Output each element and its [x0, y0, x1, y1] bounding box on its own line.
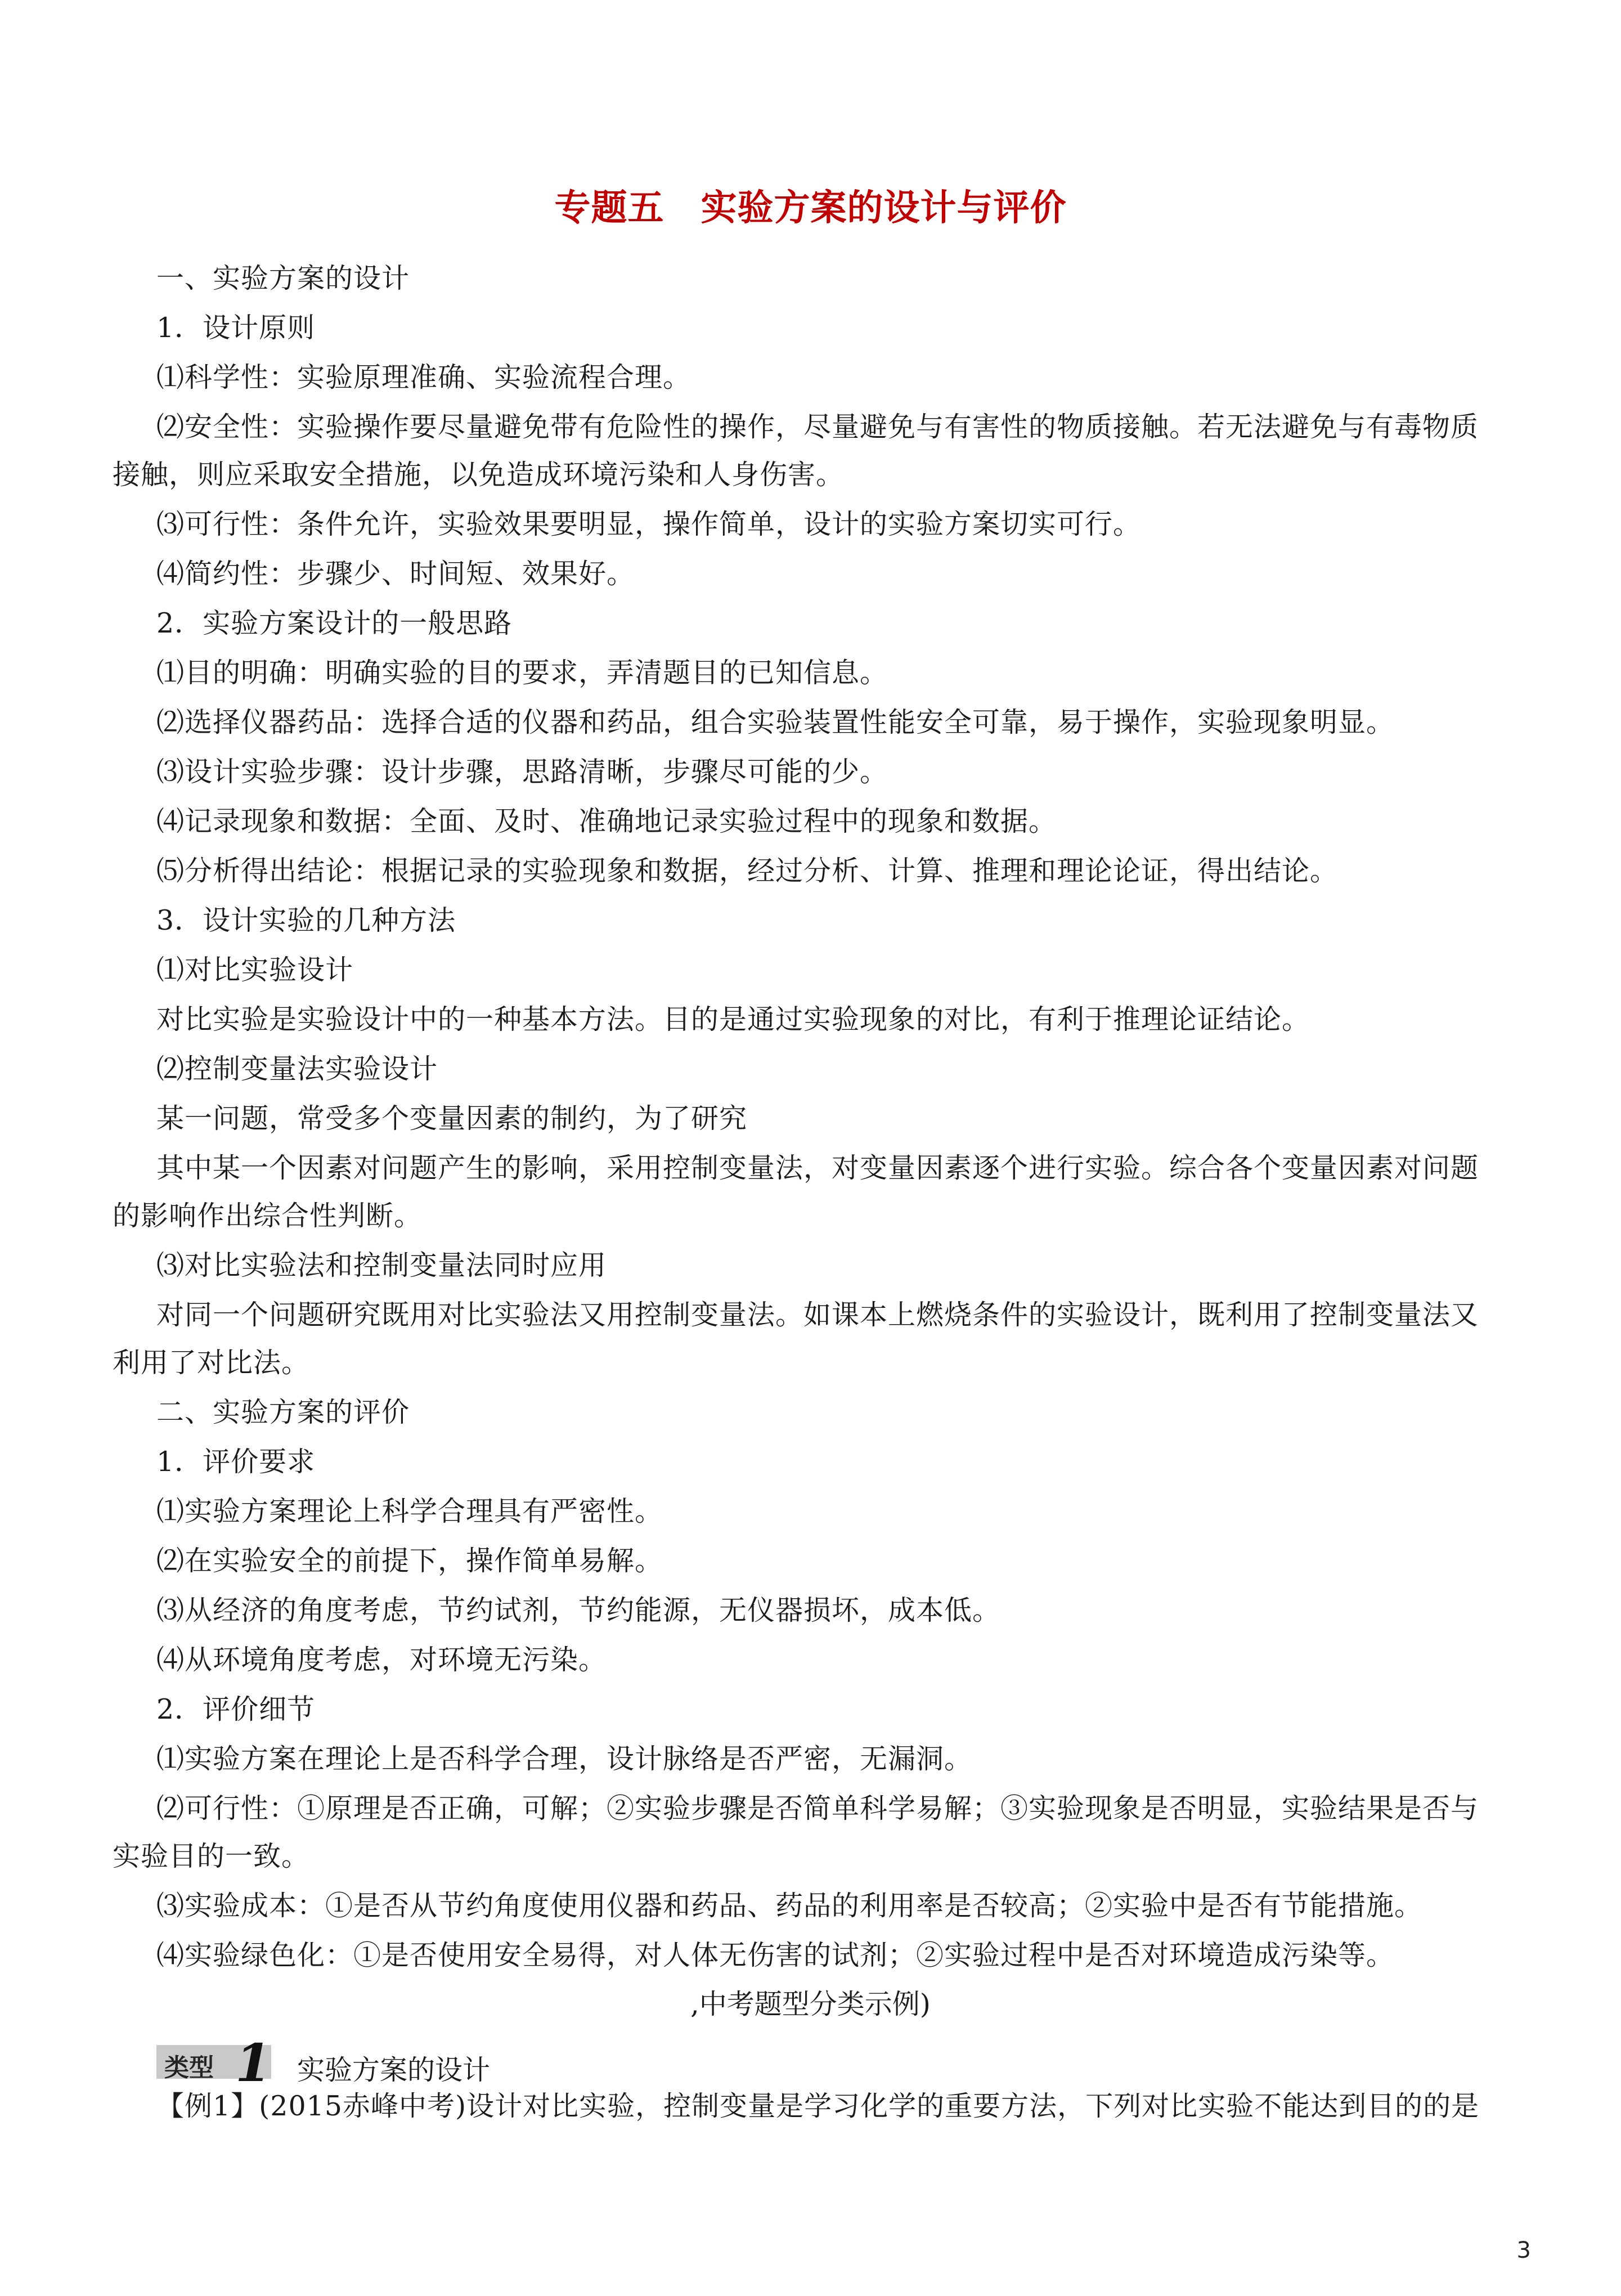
text-line: ⑵安全性：实验操作要尽量避免带有危险性的操作，尽量避免与有害性的物质接触。若无法避免与有毒物质	[156, 411, 1479, 443]
text-line: ⑷实验绿色化：①是否使用安全易得，对人体无伤害的试剂；②实验过程中是否对环境造成污染等。	[156, 1939, 1395, 1971]
subheading-principles: 1．设计原则	[156, 312, 316, 344]
text-line: ⑵选择仪器药品：选择合适的仪器和药品，组合实验装置性能安全可靠，易于操作，实验现象明显。	[156, 706, 1395, 738]
text-line: ⑸分析得出结论：根据记录的实验现象和数据，经过分析、计算、推理和理论论证，得出结论。	[156, 855, 1339, 887]
text-line: 实验目的一致。	[113, 1840, 310, 1872]
page-title: 专题五 实验方案的设计与评价	[554, 187, 1067, 229]
text-line: 对同一个问题研究既用对比实验法又用控制变量法。如课本上燃烧条件的实验设计，既利用了控制变量法又	[156, 1299, 1479, 1331]
subheading-methods: 3．设计实验的几种方法	[156, 904, 456, 936]
section-heading-design: 一、实验方案的设计	[156, 262, 410, 294]
subheading-details: 2．评价细节	[156, 1693, 316, 1725]
text-line: 对比实验是实验设计中的一种基本方法。目的是通过实验现象的对比，有利于推理论证结论。	[156, 1003, 1310, 1035]
text-line: 利用了对比法。	[113, 1347, 310, 1379]
text-line: ⑴科学性：实验原理准确、实验流程合理。	[156, 361, 691, 393]
text-line: ⑴目的明确：明确实验的目的要求，弄清题目的已知信息。	[156, 657, 888, 689]
text-line: ⑷简约性：步骤少、时间短、效果好。	[156, 558, 635, 590]
text-line: ⑶从经济的角度考虑，节约试剂，节约能源，无仪器损坏，成本低。	[156, 1594, 1001, 1626]
exam-examples-heading: ,中考题型分类示例)	[690, 1988, 931, 2020]
text-line: 其中某一个因素对问题产生的影响，采用控制变量法，对变量因素逐个进行实验。综合各个变量因素对问题	[156, 1152, 1479, 1184]
text-line: ⑷从环境角度考虑，对环境无污染。	[156, 1644, 607, 1676]
text-line: 某一问题，常受多个变量因素的制约，为了研究	[156, 1102, 748, 1134]
text-line: ⑴实验方案在理论上是否科学合理，设计脉络是否严密，无漏洞。	[156, 1743, 973, 1775]
type-badge-label: 类型	[164, 2053, 214, 2082]
text-line: 的影响作出综合性判断。	[113, 1200, 423, 1232]
text-line: ⑵在实验安全的前提下，操作简单易解。	[156, 1545, 663, 1577]
text-line: ⑵控制变量法实验设计	[156, 1053, 438, 1085]
type-title: 实验方案的设计	[297, 2054, 491, 2086]
section-heading-evaluation: 二、实验方案的评价	[156, 1396, 410, 1428]
subheading-requirements: 1．评价要求	[156, 1446, 316, 1478]
subheading-approach: 2．实验方案设计的一般思路	[156, 607, 513, 639]
text-line: ⑴实验方案理论上科学合理具有严密性。	[156, 1495, 663, 1527]
text-line: ⑷记录现象和数据：全面、及时、准确地记录实验过程中的现象和数据。	[156, 805, 1057, 837]
text-line: 接触，则应采取安全措施，以免造成环境污染和人身伤害。	[113, 459, 845, 491]
text-line: ⑵可行性：①原理是否正确，可解；②实验步骤是否简单科学易解；③实验现象是否明显，实验结果是否与	[156, 1792, 1479, 1824]
type-badge	[156, 2033, 272, 2093]
example-question: 【例1】(2015赤峰中考)设计对比实验，控制变量是学习化学的重要方法，下列对比实验不能达到目的的是	[156, 2090, 1480, 2122]
type-badge-number: 1	[235, 2033, 272, 2093]
text-line: ⑶对比实验法和控制变量法同时应用	[156, 1249, 607, 1281]
page-number: 3	[1516, 2237, 1531, 2263]
text-line: ⑶实验成本：①是否从节约角度使用仪器和药品、药品的利用率是否较高；②实验中是否有节能措施。	[156, 1890, 1423, 1922]
text-line: ⑶设计实验步骤：设计步骤，思路清晰，步骤尽可能的少。	[156, 756, 888, 788]
text-line: ⑶可行性：条件允许，实验效果要明显，操作简单，设计的实验方案切实可行。	[156, 508, 1142, 540]
text-line: ⑴对比实验设计	[156, 954, 354, 986]
